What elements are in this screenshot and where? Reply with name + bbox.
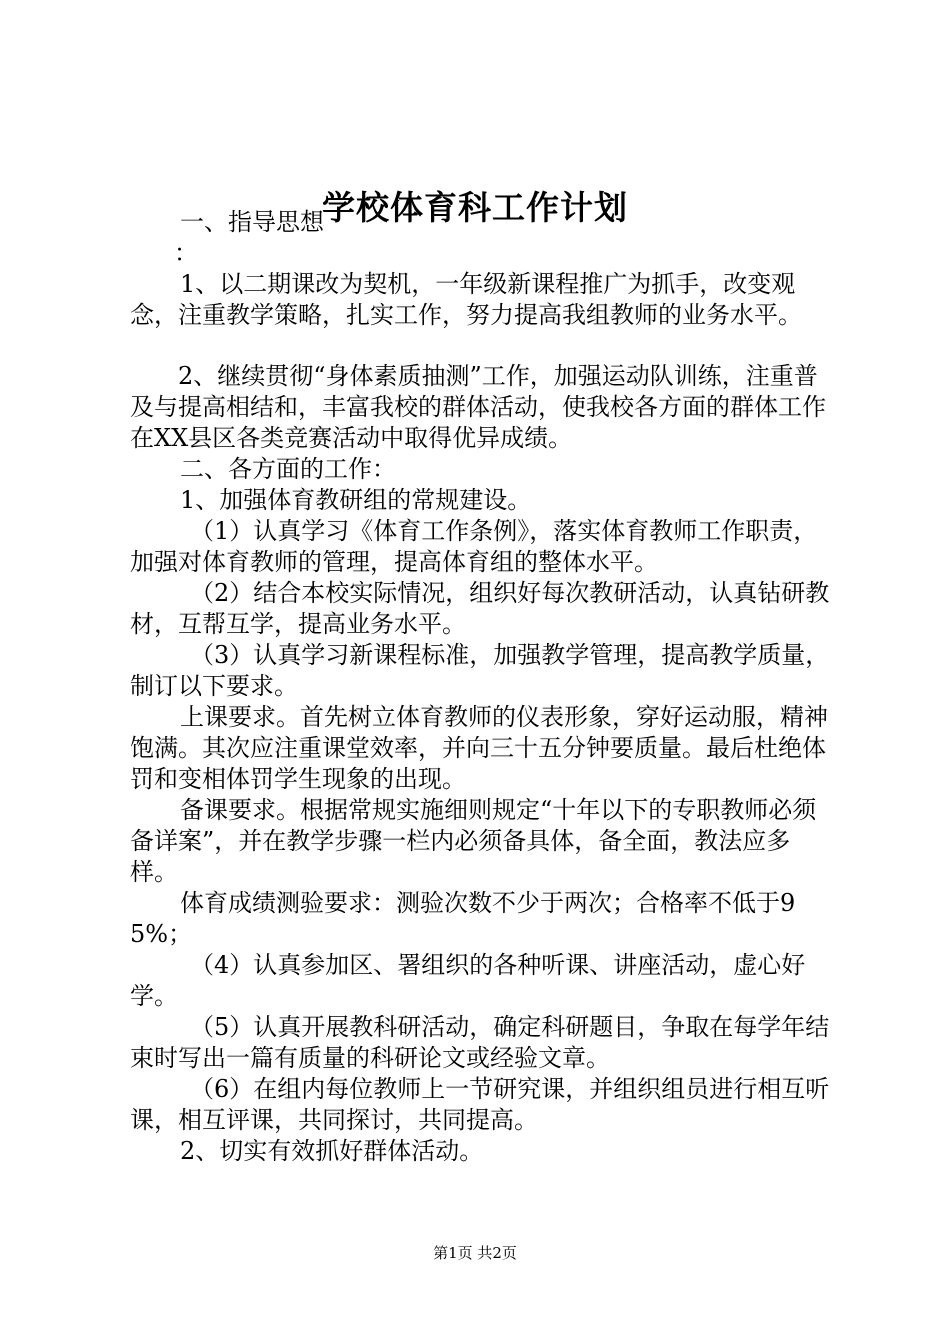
section-heading-guiding-ideology: 一、指导思想 [180, 208, 324, 236]
paragraph-lesson-prep-requirements: 备课要求。根据常规实施细则规定“十年以下的专职教师必须备详案”，并在教学步骤一栏内必须备具体，备全面，教法应多样。 [130, 796, 817, 886]
paragraph-test-requirements: 体育成绩测验要求：测验次数不少于两次；合格率不低于95%； [130, 889, 796, 948]
paragraph-point-1: （1）认真学习《体育工作条例》，落实体育教师工作职责，加强对体育教师的管理，提高体育组的整体水平。 [130, 517, 818, 576]
paragraph-point-6: （6）在组内每位教师上一节研究课，并组织组员进行相互听课，相互评课，共同探讨，共同提高。 [130, 1075, 830, 1134]
paragraph-class-requirements: 上课要求。首先树立体育教师的仪表形象，穿好运动服，精神饱满。其次应注重课堂效率，并向三十五分钟要质量。最后杜绝体罚和变相体罚学生现象的出现。 [130, 703, 828, 793]
page-number-footer: 第1页 共2页 [433, 1244, 517, 1262]
subheading-group-activities: 2、切实有效抓好群体活动。 [180, 1137, 484, 1165]
paragraph-point-2: （2）结合本校实际情况，组织好每次教研活动，认真钻研教材，互帮互学，提高业务水平。 [130, 579, 830, 638]
paragraph-point-4: （4）认真参加区、署组织的各种听课、讲座活动，虚心好学。 [130, 951, 806, 1010]
paragraph-item-2: 2、继续贯彻“身体素质抽测”工作，加强运动队训练，注重普及与提高相结和，丰富我校的群体活动，使我校各方面的群体工作在XX县区各类竞赛活动中取得优异成绩。 [130, 362, 826, 452]
paragraph-point-3: （3）认真学习新课程标准，加强教学管理，提高教学质量，制订以下要求。 [130, 641, 830, 700]
subheading-teaching-group: 1、加强体育教研组的常规建设。 [180, 486, 532, 514]
document-title: 学校体育科工作计划 [322, 188, 628, 227]
paragraph-colon: ： [174, 239, 198, 267]
section-heading-work-areas: 二、各方面的工作： [180, 455, 396, 483]
paragraph-point-5: （5）认真开展教科研活动，确定科研题目，争取在每学年结束时写出一篇有质量的科研论文或经验文章。 [130, 1013, 830, 1072]
document-body [130, 207, 835, 1167]
paragraph-item-1: 1、以二期课改为契机，一年级新课程推广为抓手，改变观念，注重教学策略，扎实工作，努力提高我组教师的业务水平。 [130, 270, 802, 329]
paragraph-spacer [130, 331, 835, 362]
